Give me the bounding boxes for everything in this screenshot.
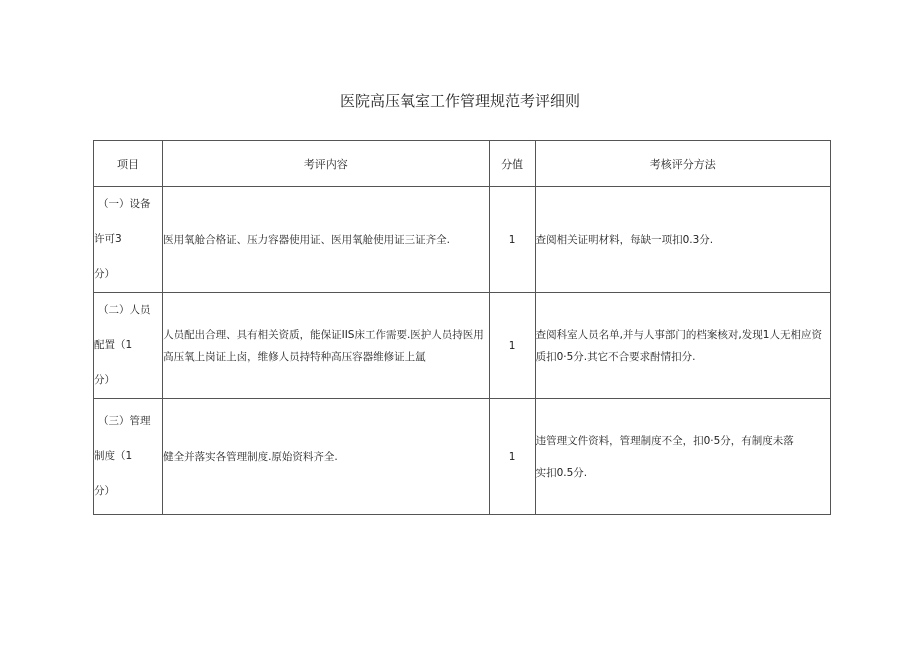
method-text: 查阅相关证明材料，每缺一项扣0.3分. [535, 233, 714, 246]
row-method-cell [535, 399, 830, 515]
item-text-line: 配置（1 [94, 339, 133, 351]
document-title: 医院高压氧室工作管理规范考评细则 [339, 92, 580, 110]
row-content-cell: 人员配出合理、具有相关资质，能保证IIS床工作需要.医护人员持医用高压氧上岗证上卤，维修人员持特种高压容器维修证上氲 [163, 293, 489, 399]
item-text-line: （二）人员 [98, 304, 151, 316]
header-item: 项目 [94, 141, 163, 187]
item-text-line: 分） [94, 268, 115, 280]
row-score-cell: 1 [489, 293, 535, 399]
item-text-line: 许可3 [94, 233, 122, 245]
row-item-cell [94, 293, 163, 399]
item-text-line: 制度（1 [94, 450, 133, 462]
item-text-line: （三）管理 [98, 415, 151, 427]
row-score-cell: 1 [489, 187, 535, 293]
method-text: 实扣0.5分. [535, 466, 588, 479]
method-line-gap [536, 452, 830, 462]
method-text: 违管理文件资料，管理制度不全，扣0·5分，有制度未落 [535, 434, 794, 447]
evaluation-table [93, 140, 831, 515]
row-method-cell [535, 293, 830, 399]
row-item-cell [94, 187, 163, 293]
row-score-cell: 1 [489, 399, 535, 515]
method-text: 查阅科室人员名单,并与人事部门的档案核对,发现1人无相应资质扣0·5分.其它不合要求酎情扣分. [535, 328, 822, 363]
table-row [94, 399, 831, 515]
header-content: 考评内容 [163, 141, 489, 187]
item-text-line: （一）设备 [98, 198, 151, 210]
item-text-line: 分） [94, 374, 115, 386]
row-item-cell [94, 399, 163, 515]
item-text-line: 分） [94, 485, 115, 497]
table-header-row [94, 141, 831, 187]
header-method: 考核评分方法 [535, 141, 830, 187]
row-content-cell: 医用氧舱合格证、压力容器使用证、医用氧舱使用证三证齐全. [163, 187, 489, 293]
table-row [94, 187, 831, 293]
header-score: 分值 [489, 141, 535, 187]
table-row [94, 293, 831, 399]
row-method-cell [535, 187, 830, 293]
row-content-cell: 健全并落实各管理制度.原始资料齐全. [163, 399, 489, 515]
